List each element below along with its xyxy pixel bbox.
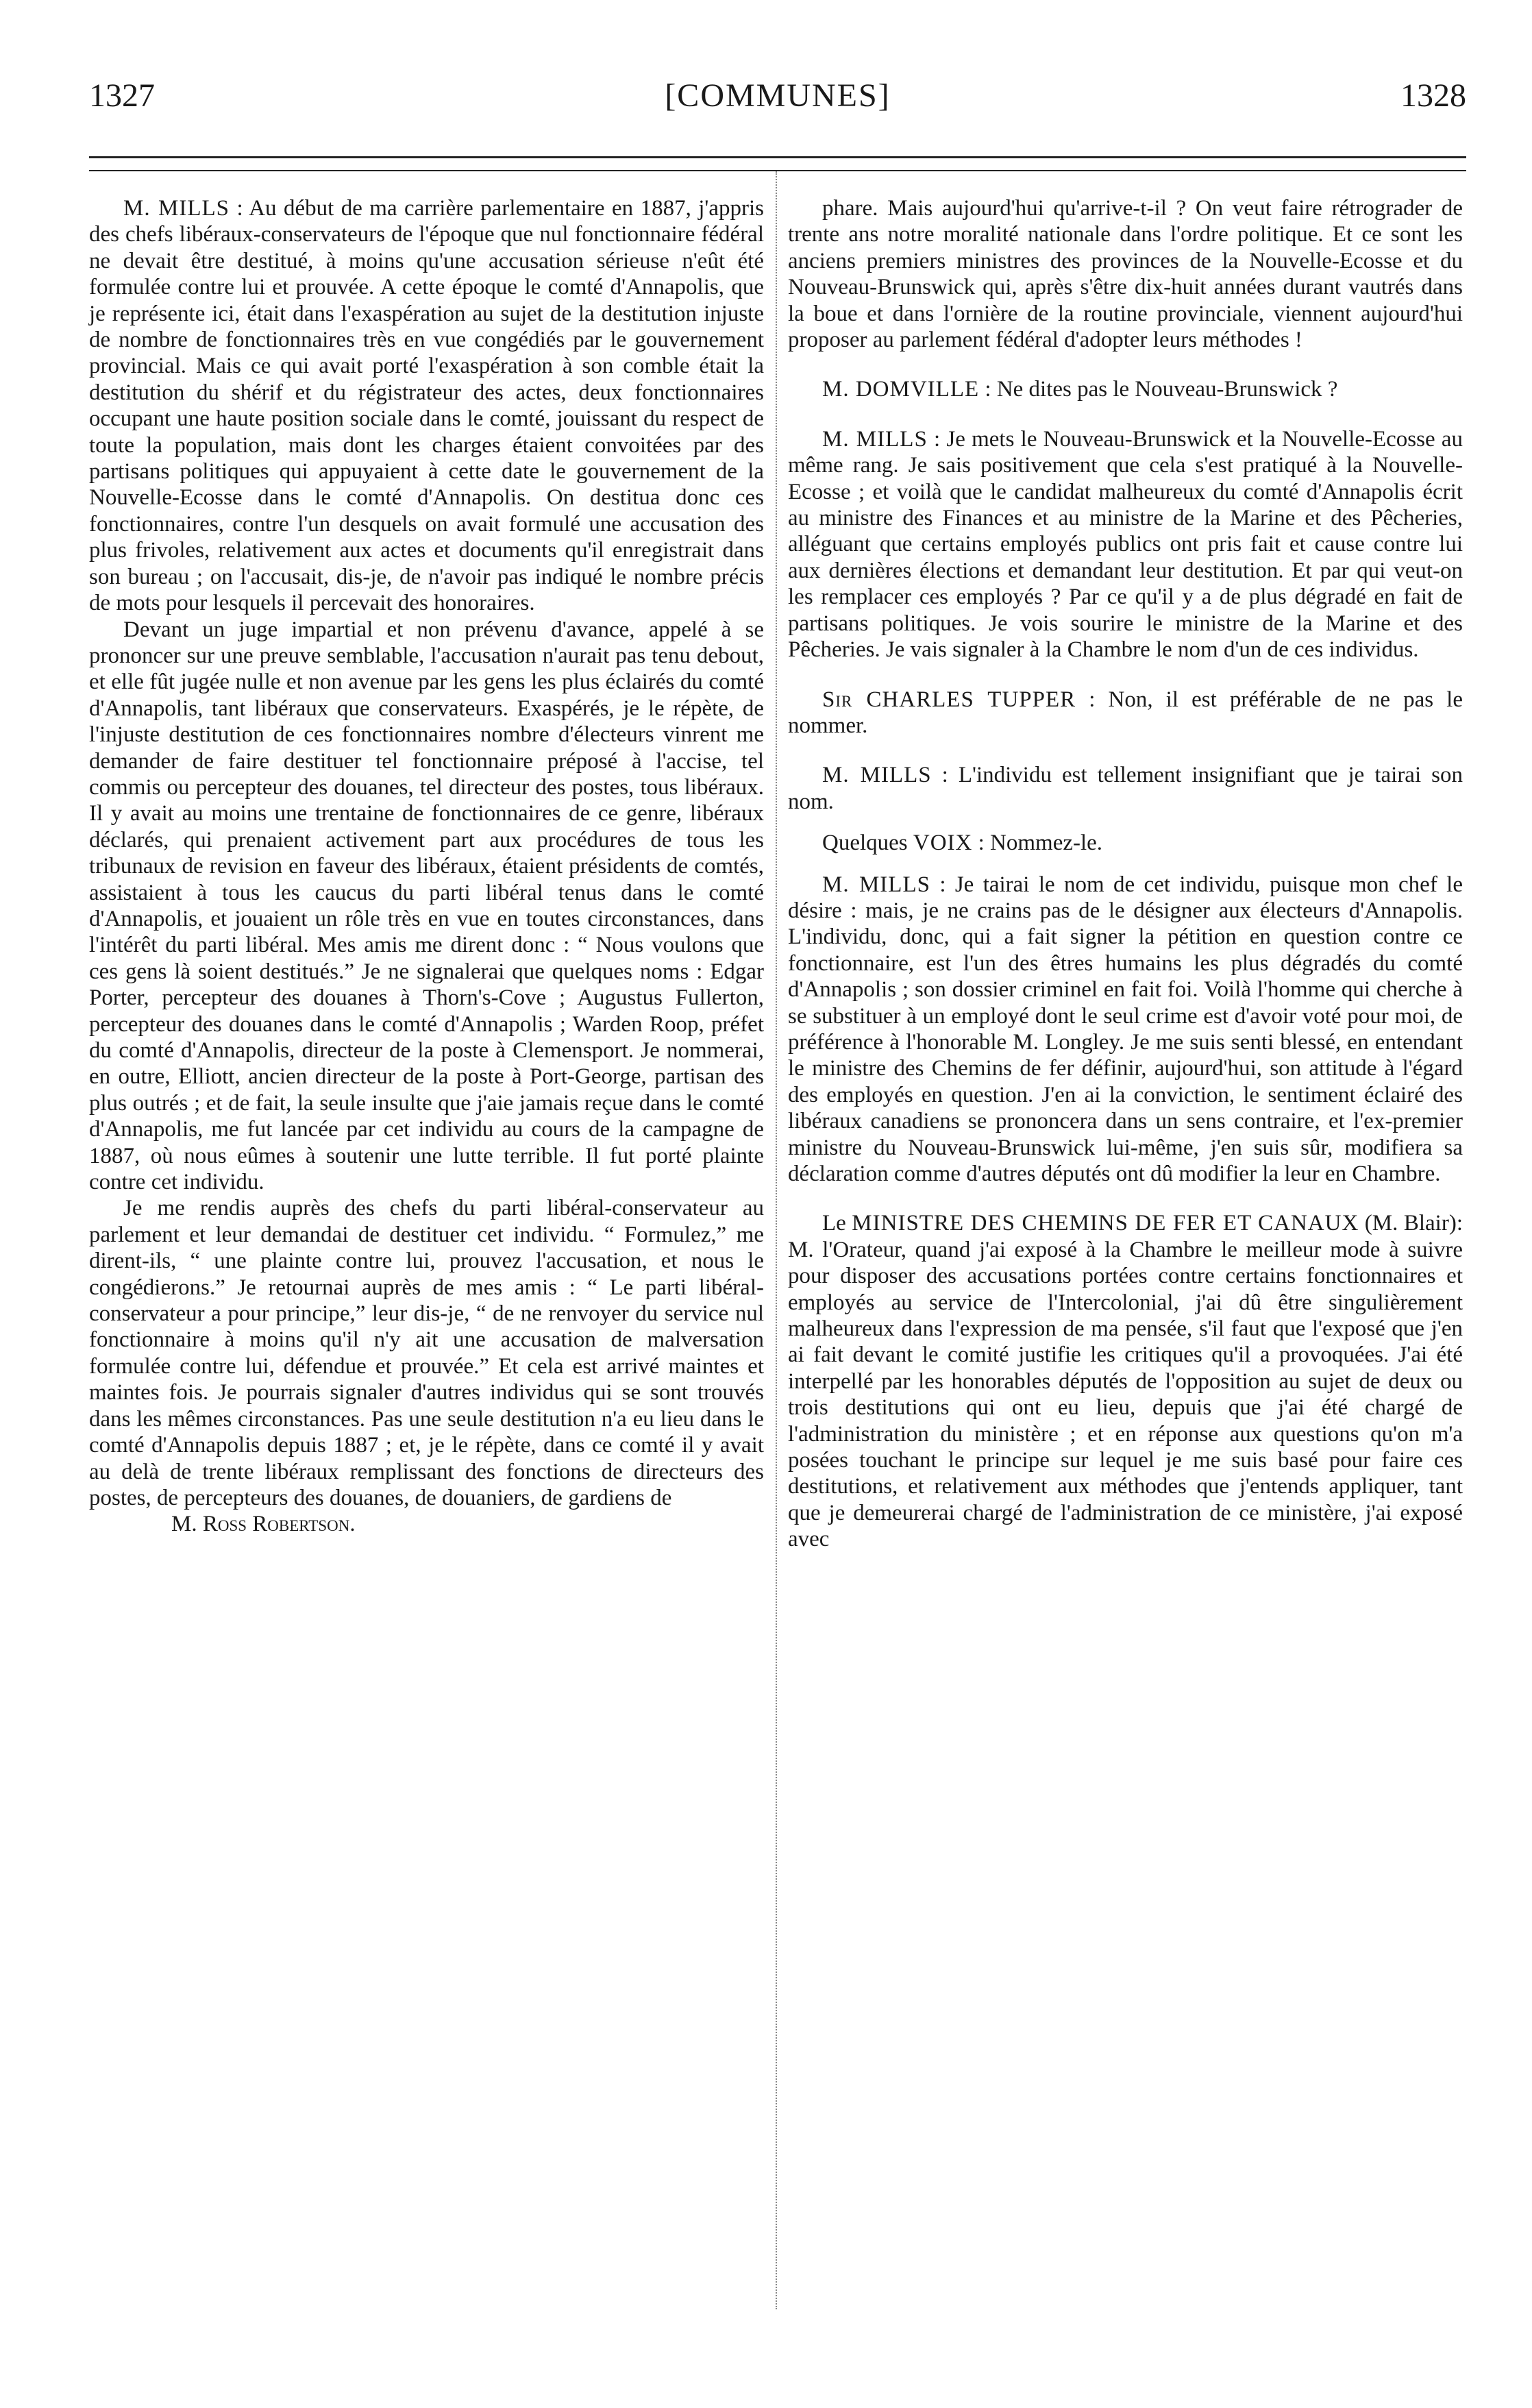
speech-text: : L'individu est tellement insignifiant que je tairai son nom.: [788, 763, 1463, 814]
member-signature: M. Ross Robertson.: [171, 1512, 356, 1537]
speech-text: : Non, il est préférable de ne pas le nommer.: [788, 687, 1463, 738]
header-rule-top: [89, 156, 1466, 158]
page-header: [89, 77, 1466, 125]
paragraph: [89, 195, 764, 617]
speaker-name: VOIX: [913, 831, 973, 856]
paragraph: Devant un juge impartial et non prévenu d'avance, appelé à se prononcer sur une preuve semblable, l'accusation n'aurait pas tenu debout, et elle fût jugée nulle et non avenue par les gens les plus éclairés du comté d'Annapolis, tant libéraux que conservateurs. Exaspérés, je le répète, de l'injuste destitution de ces fonctionnaires nombre d'électeurs vinrent me demander de faire destituer tel fonctionnaire préposé à l'accise, tel commis ou percepteur des douanes, tel directeur des postes, tous libéraux. Il y avait au moins une trentaine de fonctionnaires de ce genre, libéraux déclarés, qui prenaient activement part aux procédures de tous les tribunaux de revision en faveur des libéraux, étaient présidents de comtés, assistaient à tous les caucus du parti libéral tenus dans le comté d'Annapolis, et jouaient un rôle très en vue en toutes circonstances, dans l'intérêt du parti libéral. Mes amis me dirent donc : “ Nous voulons que ces gens là soient destitués.” Je ne signalerai que quelques noms : Edgar Porter, percepteur des douanes à Thorn's-Cove ; Augustus Fullerton, percepteur des douanes dans le comté d'Annapolis ; Warden Roop, préfet du comté d'Annapolis, directeur de la poste à Clemensport. Je nommerai, en outre, Elliott, ancien directeur de la poste à Port-George, partisan des plus outrés ; et de fait, la seule insulte que j'aie jamais reçue dans le comté d'Annapolis, me fut lancée par cet individu au cours de la campagne de 1887, où nous eûmes à soutenir une lutte terrible. Il fut porté plainte contre cet individu.: [89, 617, 764, 1195]
speaker-name: M. MILLS: [822, 426, 928, 452]
paragraph: [788, 830, 1463, 856]
column-divider: [776, 171, 777, 2309]
speech-text: : Au début de ma carrière parlementaire en 1887, j'appris des chefs libéraux-conservateurs de l'époque que nul fonctionnaire fédéral ne devait être destitué, à moins qu'une accusation sérieuse n'eût été formulée contre lui et prouvée. A cette époque le comté d'Annapolis, que je représente ici, était dans l'exaspération au sujet de la destitution injuste de nombre de fonctionnaires très en vue congédiés par le gouvernement provincial. Mais ce qui avait porté l'exaspération à son comble était la destitution du shérif et du régistrateur des actes, deux fonctionnaires occupant une haute position sociale dans le comté, jouissant du respect de toute la population, mais dont les charges étaient convoitées par des partisans politiques qui appuyaient à cette date le gouvernement de la Nouvelle-Ecosse dans le comté d'Annapolis. On destitua donc ces fonctionnaires, contre l'un desquels on avait formulé une accusation des plus frivoles, relativement aux actes et documents qu'il enregistrait dans son bureau ; on l'accusait, dis-je, de n'avoir pas indiqué le nombre précis de mots pour lesquels il percevait des honoraires.: [89, 196, 765, 616]
speaker-name: M. MILLS: [822, 763, 932, 788]
speech-text: : Nommez-le.: [972, 831, 1103, 856]
speech-text: : Ne dites pas le Nouveau-Brunswick ?: [979, 377, 1338, 402]
speech-text: Quelques: [822, 831, 913, 856]
page-title: [COMMUNES]: [665, 77, 891, 114]
page-number-right: 1328: [1400, 77, 1466, 114]
header-rule-bottom: [89, 170, 1466, 171]
right-column: [788, 195, 1463, 1553]
speech-text: : Je tairai le nom de cet individu, puisque mon chef le désire : mais, je ne crains pas de le désigner aux électeurs d'Annapolis. L'individu, donc, qui a fait signer la pétition en question contre ce fonctionnaire, est l'un des êtres humains les plus dégradés du comté d'Annapolis ; son dossier criminel en fait foi. Voilà l'homme qui cherche à se substituer à un employé dont le seul crime est d'avoir voté pour moi, de préférence à l'honorable M. Longley. Je me suis senti blessé, en entendant le ministre des Chemins de fer définir, aujourd'hui, son attitude à l'égard des employés en question. J'en ai la conviction, le sentiment éclairé des libéraux canadiens se prononcera dans un sens contraire, et l'ex-premier ministre du Nouveau-Brunswick lui-même, j'en suis sûr, modifiera sa déclaration comme d'autres députés ont dû modifier la leur en Chambre.: [788, 872, 1463, 1186]
speaker-name: M. MILLS: [822, 872, 930, 897]
paragraph: [788, 1210, 1463, 1552]
paragraph: [788, 762, 1463, 815]
paragraph: Je me rendis auprès des chefs du parti libéral-conservateur au parlement et leur demandai de destituer cet individu. “ Formulez,” me dirent-ils, “ une plainte contre lui, prouvez l'accusation, et nous le congédierons.” Je retournai auprès de mes amis : “ Le parti libéral-conservateur a pour principe,” leur dis-je, “ de ne renvoyer du service nul fonctionnaire à moins qu'il n'y ait une accusation de malversation formulée contre lui, défendue et prouvée.” Et cela est arrivé maintes et maintes fois. Je pourrais signaler d'autres individus qui se sont trouvés dans les mêmes circonstances. Pas une seule destitution n'a eu lieu dans le comté d'Annapolis depuis 1887 ; et, je le répète, dans ce comté il y avait au delà de trente libéraux remplissant des fonctions de directeurs des postes, de percepteurs des douanes, de douaniers, de gardiens de: [89, 1196, 764, 1510]
paragraph: [788, 426, 1463, 663]
left-column: [89, 195, 764, 1538]
paragraph: [788, 687, 1463, 739]
speaker-name: M. DOMVILLE: [822, 377, 980, 402]
speech-text: (M. Blair): M. l'Orateur, quand j'ai exposé à la Chambre le meilleur mode à suivre pour disposer des accusations portées contre certains fonctionnaires et employés au service de l'Intercolonial, j'ai dû être singulièrement malheureux dans l'expression de ma pensée, s'il faut que l'exposé que j'en ai fait devant le comité justifie les critiques qu'il a provoquées. J'ai été interpellé par les honorables députés de l'opposition au sujet de deux ou trois destitutions qui ont eu lieu, depuis que j'ai été chargé de l'administration du ministère ; et en réponse aux questions qu'on m'a posées touchant le principe sur lequel je me suis basé pour faire ces destitutions, et relativement aux méthodes que j'entends appliquer, tant que je demeurerai chargé de l'administration de ce ministère, j'ai exposé avec: [788, 1211, 1463, 1552]
paragraph: [788, 376, 1463, 402]
paragraph: [788, 872, 1463, 1188]
speaker-name: MINISTRE DES CHEMINS DE FER ET CANAUX: [852, 1211, 1359, 1236]
page-number-left: 1327: [89, 77, 155, 114]
paragraph: phare. Mais aujourd'hui qu'arrive-t-il ? On veut faire rétrograder de trente ans notre moralité nationale dans l'ordre politique. Et ce sont les anciens premiers ministres des provinces de la Nouvelle-Ecosse et du Nouveau-Brunswick qui, après s'être dix-huit années durant vautrés dans la boue et dans l'ornière de la routine provinciale, viennent aujourd'hui proposer au parlement fédéral d'adopter leurs méthodes !: [788, 196, 1463, 353]
speech-text: : Je mets le Nouveau-Brunswick et la Nouvelle-Ecosse au même rang. Je sais positivement que cela s'est pratiqué à la Nouvelle-Ecosse ; et voilà que le candidat malheureux du comté d'Annapolis écrit au ministre des Finances et au ministre de la Marine et des Pêcheries, alléguant que certains employés publics ont pris fait et cause contre lui aux dernières élections et demandant leur destitution. Et par qui veut-on les remplacer ces employés ? Par ce qu'il y a de plus dégradé en fait de partisans politiques. Je vois sourire le ministre de la Marine et des Pêcheries. Je vais signaler à la Chambre le nom d'un de ces individus.: [788, 426, 1463, 663]
speech-text: Le: [822, 1211, 852, 1236]
speaker-name: M. MILLS: [123, 196, 230, 221]
speaker-name: Sir CHARLES TUPPER: [822, 687, 1076, 712]
